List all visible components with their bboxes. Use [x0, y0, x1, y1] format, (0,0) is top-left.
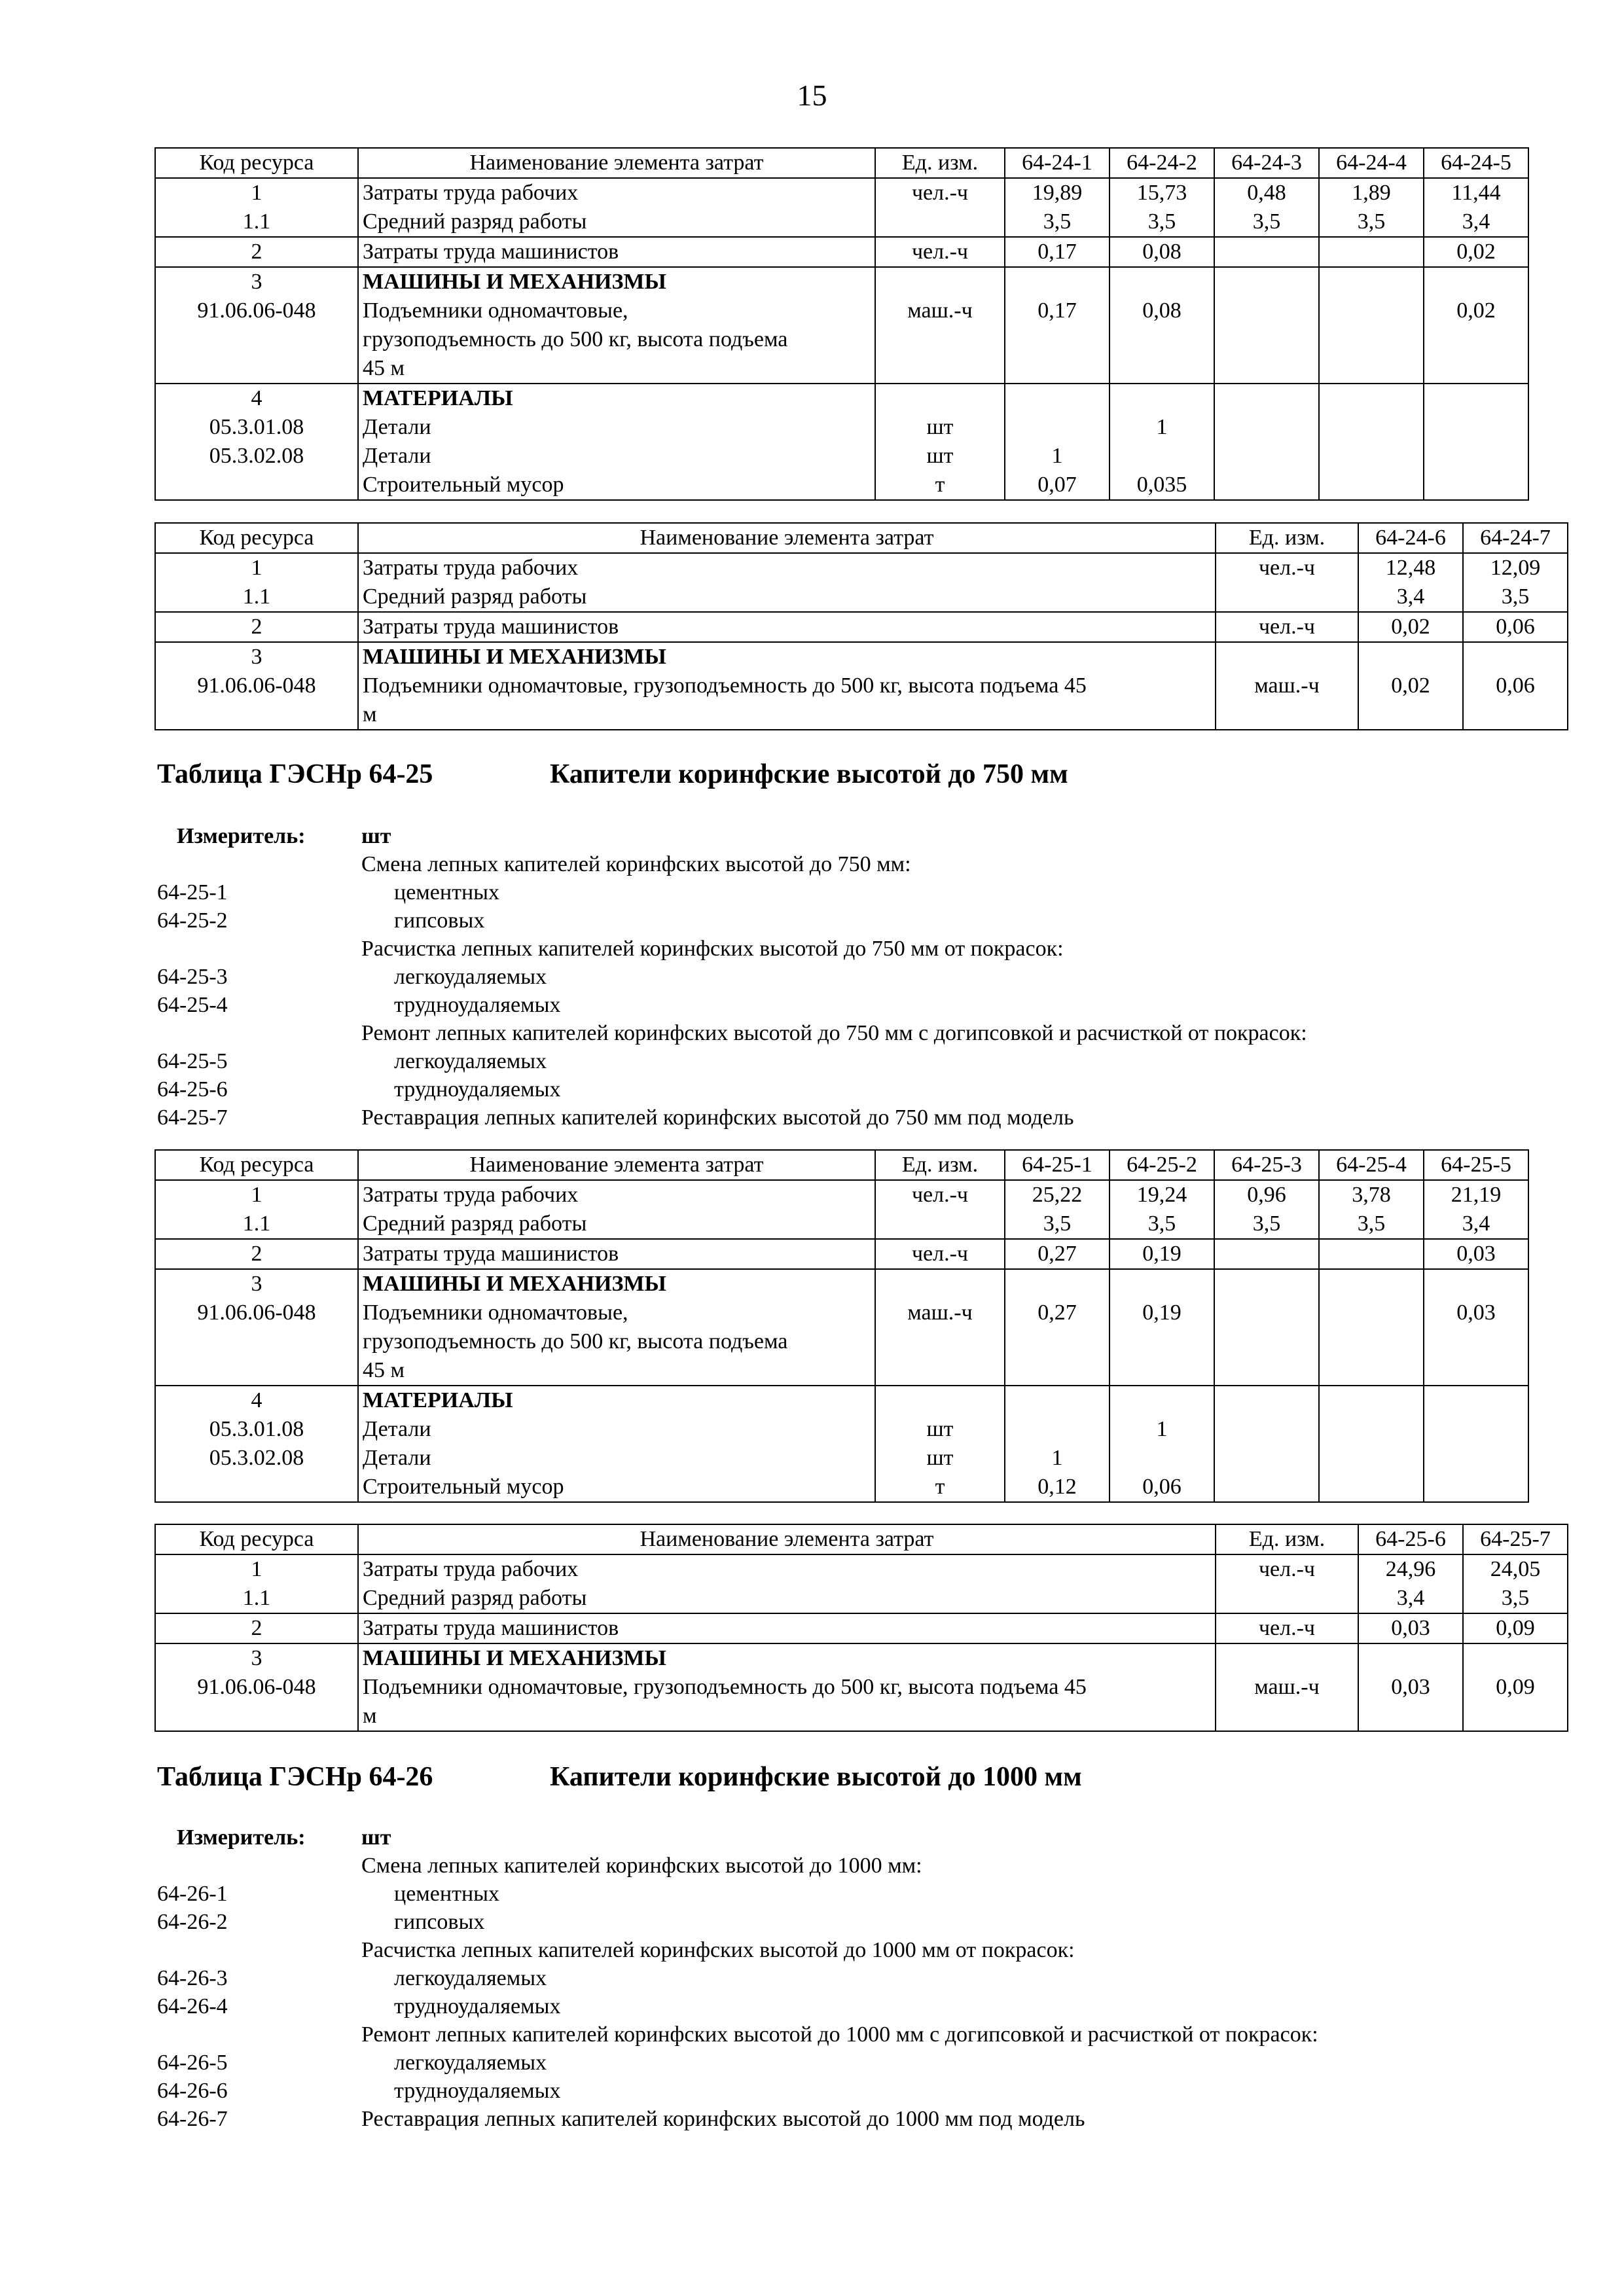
work-text: трудноудаляемых [394, 1077, 561, 1102]
resource-code: 91.06.06-048 [197, 1675, 316, 1699]
table-title [157, 1761, 1082, 1793]
header-col: 64-25-6 [1358, 1524, 1463, 1554]
value-cell: 0,12 [1038, 1475, 1077, 1499]
value-cell: 0,27 [1038, 1300, 1077, 1325]
value-cell: 3,5 [1501, 1586, 1530, 1610]
resource-name: Подъемники одномачтовые, грузоподъемность до 500 кг, высота подъема 45 [363, 1675, 1087, 1699]
table-row [155, 612, 1568, 642]
header-name: Наименование элемента затрат [358, 523, 1216, 553]
value-cell [1219, 1299, 1314, 1327]
resource-name: Строительный мусор [363, 1475, 564, 1499]
value-cell: 0,48 [1247, 181, 1286, 205]
measurer-block [157, 1823, 1466, 2133]
resource-code: 05.3.01.08 [209, 1417, 304, 1441]
value-cell [1219, 1240, 1314, 1268]
work-code: 64-25-6 [157, 1077, 228, 1102]
resource-unit: маш.-ч [907, 298, 973, 323]
resource-unit [880, 1210, 1000, 1238]
value-cell: 3,5 [1043, 1211, 1072, 1236]
header-col: 64-24-7 [1463, 523, 1568, 553]
work-text: трудноудаляемых [394, 2079, 561, 2103]
work-code: 64-26-7 [157, 2107, 228, 2131]
resource-name: м [363, 1704, 377, 1728]
value-cell: 11,44 [1451, 181, 1501, 205]
resource-name: Затраты труда машинистов [363, 615, 619, 639]
work-text: гипсовых [394, 908, 485, 933]
table-row [155, 237, 1528, 267]
table-row [155, 178, 1528, 237]
resource-unit: чел.-ч [1258, 1616, 1316, 1640]
value-cell: 3,4 [1396, 1586, 1425, 1610]
work-group-title: Смена лепных капителей коринфских высотой до 1000 мм: [361, 1854, 922, 1878]
header-unit: Ед. изм. [1216, 523, 1358, 553]
table-header-row [155, 1150, 1528, 1180]
value-cell: 0,02 [1456, 240, 1496, 264]
value-cell: 3,5 [1043, 209, 1072, 234]
table-row [155, 1643, 1568, 1731]
value-cell: 0,03 [1456, 1300, 1496, 1325]
value-cell: 0,17 [1038, 298, 1077, 323]
value-cell: 1 [1051, 1446, 1063, 1470]
list-item [157, 1908, 1466, 1936]
header-unit: Ед. изм. [1216, 1524, 1358, 1554]
value-cell: 0,035 [1136, 473, 1187, 497]
work-code: 64-25-4 [157, 993, 228, 1017]
work-code: 64-25-7 [157, 1105, 228, 1130]
work-text: легкоудаляемых [394, 965, 547, 989]
resource-code: 3 [251, 645, 262, 669]
resource-name: Детали [363, 1417, 431, 1441]
resource-name: Затраты труда рабочих [363, 556, 579, 580]
resource-name: Средний разряд работы [363, 209, 587, 234]
work-text: цементных [394, 880, 499, 905]
resource-code: 91.06.06-048 [197, 298, 316, 323]
section-heading: МАТЕРИАЛЫ [363, 386, 513, 410]
value-cell: 0,08 [1142, 298, 1182, 323]
header-col: 64-25-7 [1463, 1524, 1568, 1554]
measurer-label: Измеритель: [177, 1825, 306, 1850]
work-text: Реставрация лепных капителей коринфских высотой до 750 мм под модель [361, 1105, 1074, 1130]
resource-code: 1.1 [242, 584, 271, 609]
section-heading: МАШИНЫ И МЕХАНИЗМЫ [363, 1646, 666, 1670]
work-text: легкоудаляемых [394, 2051, 547, 2075]
resource-table-64-25-1-5 [154, 1149, 1529, 1503]
resource-name: Средний разряд работы [363, 1586, 587, 1610]
table-row [155, 1386, 1528, 1502]
header-unit: Ед. изм. [875, 148, 1005, 178]
list-item [157, 2077, 1466, 2105]
resource-table-64-24-1-5 [154, 147, 1529, 501]
measurer-label: Измеритель: [177, 824, 306, 848]
work-group-title: Расчистка лепных капителей коринфских высотой до 1000 мм от покрасок: [361, 1938, 1075, 1962]
header-code: Код ресурса [155, 1150, 358, 1180]
value-cell: 3,78 [1352, 1183, 1391, 1207]
resource-name: Подъемники одномачтовые, [363, 298, 628, 323]
resource-code: 1.1 [242, 1211, 271, 1236]
table-row [155, 553, 1568, 612]
value-cell: 0,19 [1142, 1300, 1182, 1325]
value-cell: 1 [1051, 444, 1063, 468]
header-code: Код ресурса [155, 1524, 358, 1554]
work-code: 64-26-3 [157, 1966, 228, 1990]
resource-name: 45 м [363, 1358, 405, 1382]
resource-unit: чел.-ч [911, 181, 969, 205]
table-header-row [155, 1524, 1568, 1554]
value-cell: 0,02 [1391, 615, 1430, 639]
value-cell: 21,19 [1451, 1183, 1502, 1207]
resource-name: Детали [363, 415, 431, 439]
value-cell: 3,5 [1357, 1211, 1386, 1236]
value-cell: 24,96 [1385, 1557, 1436, 1581]
resource-name: Затраты труда машинистов [363, 1242, 619, 1266]
list-item [157, 878, 1466, 906]
value-cell [1324, 1299, 1419, 1327]
resource-code: 1.1 [242, 1586, 271, 1610]
value-cell: 3,5 [1147, 209, 1176, 234]
resource-name: Детали [363, 1446, 431, 1470]
value-cell [1219, 238, 1314, 266]
list-item [157, 1103, 1466, 1132]
page-number: 15 [797, 79, 827, 112]
resource-unit: шт [926, 444, 954, 468]
table-row [155, 1554, 1568, 1613]
list-item [157, 963, 1466, 991]
resource-code: 1 [251, 556, 262, 580]
value-cell: 0,02 [1391, 673, 1430, 698]
resource-unit: т [935, 473, 945, 497]
value-cell: 12,09 [1490, 556, 1541, 580]
resource-unit: маш.-ч [1254, 1675, 1320, 1699]
list-item [157, 1075, 1466, 1103]
table-title [157, 758, 1068, 791]
value-cell: 0,09 [1496, 1616, 1535, 1640]
work-group-title: Ремонт лепных капителей коринфских высотой до 1000 мм с догипсовкой и расчисткой от покрасок: [361, 2022, 1318, 2047]
value-cell: 25,22 [1032, 1183, 1083, 1207]
measurer-unit: шт [361, 824, 391, 848]
work-text: легкоудаляемых [394, 1049, 547, 1073]
measurer-block [157, 822, 1466, 1132]
list-item [157, 1047, 1466, 1075]
list-item [157, 991, 1466, 1019]
work-code: 64-26-1 [157, 1882, 228, 1906]
header-col: 64-25-3 [1214, 1150, 1319, 1180]
resource-name: Затраты труда рабочих [363, 181, 579, 205]
resource-name: Затраты труда машинистов [363, 1616, 619, 1640]
header-col: 64-25-5 [1424, 1150, 1528, 1180]
value-cell: 0,09 [1496, 1675, 1535, 1699]
resource-code: 05.3.02.08 [209, 444, 304, 468]
resource-unit: чел.-ч [911, 1242, 969, 1266]
work-text: легкоудаляемых [394, 1966, 547, 1990]
value-cell: 3,4 [1396, 584, 1425, 609]
resource-code: 3 [251, 1646, 262, 1670]
work-code: 64-25-2 [157, 908, 228, 933]
value-cell [1114, 1444, 1210, 1473]
value-cell [1219, 296, 1314, 325]
value-cell [1324, 296, 1419, 325]
value-cell: 0,03 [1391, 1616, 1430, 1640]
resource-unit: чел.-ч [911, 240, 969, 264]
value-cell: 0,06 [1142, 1475, 1182, 1499]
resource-name: Затраты труда рабочих [363, 1557, 579, 1581]
header-col: 64-24-2 [1110, 148, 1214, 178]
section-heading: МАШИНЫ И МЕХАНИЗМЫ [363, 645, 666, 669]
resource-code: 91.06.06-048 [197, 673, 316, 698]
resource-code: 2 [251, 615, 262, 639]
resource-name: Средний разряд работы [363, 584, 587, 609]
value-cell: 1 [1156, 415, 1168, 439]
work-code: 64-26-5 [157, 2051, 228, 2075]
section-heading: МАШИНЫ И МЕХАНИЗМЫ [363, 1272, 666, 1296]
resource-code: 1 [251, 1183, 262, 1207]
table-row [155, 1239, 1528, 1269]
resource-code: 4 [251, 386, 262, 410]
resource-unit: маш.-ч [907, 1300, 973, 1325]
value-cell: 0,17 [1038, 240, 1077, 264]
value-cell: 0,03 [1456, 1242, 1496, 1266]
resource-code: 3 [251, 270, 262, 294]
resource-name: Затраты труда рабочих [363, 1183, 579, 1207]
value-cell: 3,4 [1462, 209, 1490, 234]
value-cell: 12,48 [1385, 556, 1436, 580]
work-group-title: Расчистка лепных капителей коринфских высотой до 750 мм от покрасок: [361, 937, 1064, 961]
value-cell [1009, 413, 1105, 442]
resource-code: 1 [251, 1557, 262, 1581]
resource-code: 2 [251, 1242, 262, 1266]
list-item [157, 906, 1466, 935]
section-heading: МАТЕРИАЛЫ [363, 1388, 513, 1412]
value-cell [1324, 238, 1419, 266]
header-col: 64-25-4 [1319, 1150, 1424, 1180]
work-code: 64-26-4 [157, 1994, 228, 2018]
resource-unit: чел.-ч [1258, 556, 1316, 580]
table-row [155, 267, 1528, 384]
value-cell [1009, 1415, 1105, 1444]
value-cell: 0,08 [1142, 240, 1182, 264]
resource-name: Подъемники одномачтовые, [363, 1300, 628, 1325]
resource-name: 45 м [363, 356, 405, 380]
resource-code: 91.06.06-048 [197, 1300, 316, 1325]
value-cell: 0,06 [1496, 615, 1535, 639]
value-cell: 24,05 [1490, 1557, 1541, 1581]
value-cell: 0,96 [1247, 1183, 1286, 1207]
value-cell: 3,5 [1357, 209, 1386, 234]
header-col: 64-24-1 [1005, 148, 1110, 178]
value-cell: 19,24 [1136, 1183, 1187, 1207]
resource-unit: т [935, 1475, 945, 1499]
table-row [155, 1180, 1528, 1239]
value-cell: 0,02 [1456, 298, 1496, 323]
value-cell [1324, 1240, 1419, 1268]
value-cell: 1,89 [1352, 181, 1391, 205]
table-description: Капители коринфские высотой до 1000 мм [550, 1762, 1082, 1792]
resource-table-64-25-6-7 [154, 1524, 1568, 1732]
resource-name: Строительный мусор [363, 473, 564, 497]
work-text: трудноудаляемых [394, 1994, 561, 2018]
resource-code: 2 [251, 1616, 262, 1640]
value-cell: 0,03 [1391, 1675, 1430, 1699]
header-name: Наименование элемента затрат [358, 148, 875, 178]
resource-unit: чел.-ч [911, 1183, 969, 1207]
resource-name: м [363, 702, 377, 726]
resource-table-64-24-6-7 [154, 522, 1568, 730]
table-label: Таблица ГЭСНр 64-25 [157, 759, 433, 789]
table-row [155, 642, 1568, 730]
table-row [155, 384, 1528, 500]
resource-code [160, 1473, 353, 1501]
resource-code: 2 [251, 240, 262, 264]
table-description: Капители коринфские высотой до 750 мм [550, 759, 1068, 789]
header-col: 64-24-4 [1319, 148, 1424, 178]
resource-unit: чел.-ч [1258, 615, 1316, 639]
list-item [157, 1992, 1466, 2020]
list-item [157, 1880, 1466, 1908]
header-col: 64-25-1 [1005, 1150, 1110, 1180]
resource-unit [880, 207, 1000, 236]
header-col: 64-24-6 [1358, 523, 1463, 553]
header-col: 64-24-3 [1214, 148, 1319, 178]
resource-code: 05.3.02.08 [209, 1446, 304, 1470]
work-group-title: Ремонт лепных капителей коринфских высотой до 750 мм с догипсовкой и расчисткой от покрасок: [361, 1021, 1307, 1045]
resource-code: 1 [251, 181, 262, 205]
work-code: 64-25-5 [157, 1049, 228, 1073]
resource-unit [1220, 1584, 1354, 1613]
resource-code: 4 [251, 1388, 262, 1412]
resource-code: 3 [251, 1272, 262, 1296]
work-text: гипсовых [394, 1910, 485, 1934]
work-code: 64-26-2 [157, 1910, 228, 1934]
header-unit: Ед. изм. [875, 1150, 1005, 1180]
list-item [157, 1964, 1466, 1992]
table-header-row [155, 148, 1528, 178]
header-code: Код ресурса [155, 523, 358, 553]
section-heading: МАШИНЫ И МЕХАНИЗМЫ [363, 270, 666, 294]
value-cell: 1 [1156, 1417, 1168, 1441]
list-item [157, 2049, 1466, 2077]
work-text: цементных [394, 1882, 499, 1906]
header-name: Наименование элемента затрат [358, 1524, 1216, 1554]
work-code: 64-26-6 [157, 2079, 228, 2103]
header-col: 64-24-5 [1424, 148, 1528, 178]
value-cell: 0,07 [1038, 473, 1077, 497]
resource-name: Подъемники одномачтовые, грузоподъемность до 500 кг, высота подъема 45 [363, 673, 1087, 698]
table-header-row [155, 523, 1568, 553]
value-cell: 3,4 [1462, 1211, 1490, 1236]
resource-code: 1.1 [242, 209, 271, 234]
resource-unit: шт [926, 1417, 954, 1441]
work-text: Реставрация лепных капителей коринфских высотой до 1000 мм под модель [361, 2107, 1085, 2131]
work-text: трудноудаляемых [394, 993, 561, 1017]
resource-unit [1220, 583, 1354, 611]
work-code: 64-25-1 [157, 880, 228, 905]
resource-code [160, 471, 353, 499]
resource-code: 05.3.01.08 [209, 415, 304, 439]
value-cell: 3,5 [1501, 584, 1530, 609]
table-row [155, 1613, 1568, 1643]
header-code: Код ресурса [155, 148, 358, 178]
value-cell [1114, 442, 1210, 471]
value-cell: 0,06 [1496, 673, 1535, 698]
value-cell: 3,5 [1252, 209, 1281, 234]
value-cell: 19,89 [1032, 181, 1083, 205]
work-code: 64-25-3 [157, 965, 228, 989]
value-cell: 0,27 [1038, 1242, 1077, 1266]
header-name: Наименование элемента затрат [358, 1150, 875, 1180]
list-item [157, 2105, 1466, 2133]
table-label: Таблица ГЭСНр 64-26 [157, 1762, 433, 1792]
resource-unit: чел.-ч [1258, 1557, 1316, 1581]
resource-name: Детали [363, 444, 431, 468]
value-cell: 3,5 [1147, 1211, 1176, 1236]
value-cell: 15,73 [1136, 181, 1187, 205]
value-cell: 3,5 [1252, 1211, 1281, 1236]
resource-unit: шт [926, 415, 954, 439]
value-cell: 0,19 [1142, 1242, 1182, 1266]
resource-unit: маш.-ч [1254, 673, 1320, 698]
resource-name: грузоподъемность до 500 кг, высота подъема [363, 327, 788, 351]
resource-name: Затраты труда машинистов [363, 240, 619, 264]
resource-name: грузоподъемность до 500 кг, высота подъема [363, 1329, 788, 1354]
header-col: 64-25-2 [1110, 1150, 1214, 1180]
resource-unit: шт [926, 1446, 954, 1470]
table-row [155, 1269, 1528, 1386]
work-group-title: Смена лепных капителей коринфских высотой до 750 мм: [361, 852, 911, 876]
measurer-unit: шт [361, 1825, 391, 1850]
resource-name: Средний разряд работы [363, 1211, 587, 1236]
